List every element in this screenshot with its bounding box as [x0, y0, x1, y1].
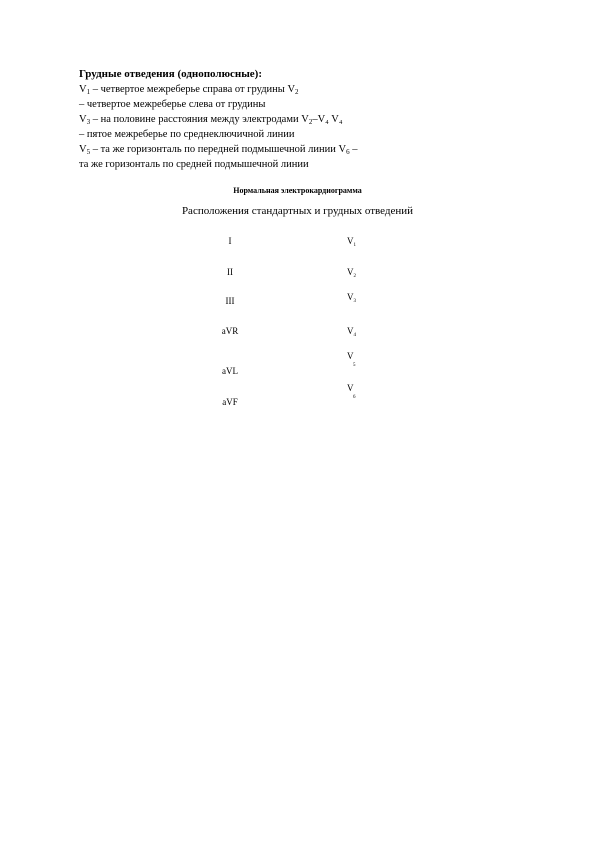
chest-lead-letter: V — [347, 383, 354, 393]
text-line-5 — [79, 144, 357, 156]
limb-lead-label: II — [227, 267, 233, 277]
line-text: – на половине расстояния между электродами V — [90, 114, 309, 125]
limb-lead-label: aVL — [222, 366, 238, 376]
line-text: –V₄ V₄ — [312, 114, 343, 125]
line-subscript: 3 — [86, 118, 91, 126]
chest-lead-label — [347, 236, 356, 248]
chest-lead-number: 2 — [353, 274, 356, 279]
limb-lead-label: I — [228, 236, 232, 246]
line-text: – та же горизонталь по передней подмышечной линии V — [90, 144, 347, 155]
chest-lead-number: 5 — [353, 363, 356, 368]
section-heading: Грудные отведения (однополюсные): — [79, 68, 263, 80]
line-text: – четвертое межреберье слева от грудины — [79, 99, 266, 110]
chest-lead-number: 3 — [353, 299, 356, 304]
chest-lead-letter: V — [347, 292, 354, 302]
chest-lead-letter: V — [347, 267, 354, 277]
text-line-1 — [79, 84, 299, 96]
line-subscript: 5 — [86, 148, 91, 156]
line-text: та же горизонталь по средней подмышечной линии — [79, 159, 309, 170]
line-subscript: 1 — [86, 88, 91, 96]
text-line-2 — [79, 99, 265, 110]
limb-lead-label: aVR — [221, 326, 239, 336]
line-text: – четвертое межреберье справа от грудины V — [90, 84, 296, 95]
line-text: – пятое межреберье по среднеключичной линии — [79, 129, 295, 140]
chest-lead-letter: V — [347, 351, 354, 361]
figure-subtitle: Нормальная электрокардиограмма — [233, 186, 362, 195]
chest-lead-label — [347, 267, 356, 279]
line-text: V — [79, 114, 87, 125]
line-subscript: 2 — [308, 118, 313, 126]
text-line-3 — [79, 114, 343, 126]
line-text: – — [349, 144, 358, 155]
chest-lead-label — [347, 352, 356, 370]
chest-lead-label — [347, 292, 356, 304]
figure-title: Расположения стандартных и грудных отведений — [181, 205, 414, 217]
text-line-6 — [79, 159, 309, 170]
line-text: V — [79, 84, 87, 95]
line-subscript: 2 — [295, 88, 299, 96]
chest-lead-label — [347, 384, 356, 402]
chest-lead-number: 6 — [353, 395, 356, 400]
chest-lead-number: 1 — [353, 243, 356, 248]
line-text: V — [79, 144, 87, 155]
limb-lead-label: III — [225, 296, 235, 306]
line-subscript: 6 — [346, 148, 350, 156]
limb-lead-label: aVF — [222, 397, 238, 407]
chest-lead-label — [347, 326, 356, 338]
chest-lead-letter: V — [347, 236, 354, 246]
chest-lead-number: 4 — [353, 333, 356, 338]
text-line-4 — [79, 129, 294, 140]
chest-lead-letter: V — [347, 326, 354, 336]
